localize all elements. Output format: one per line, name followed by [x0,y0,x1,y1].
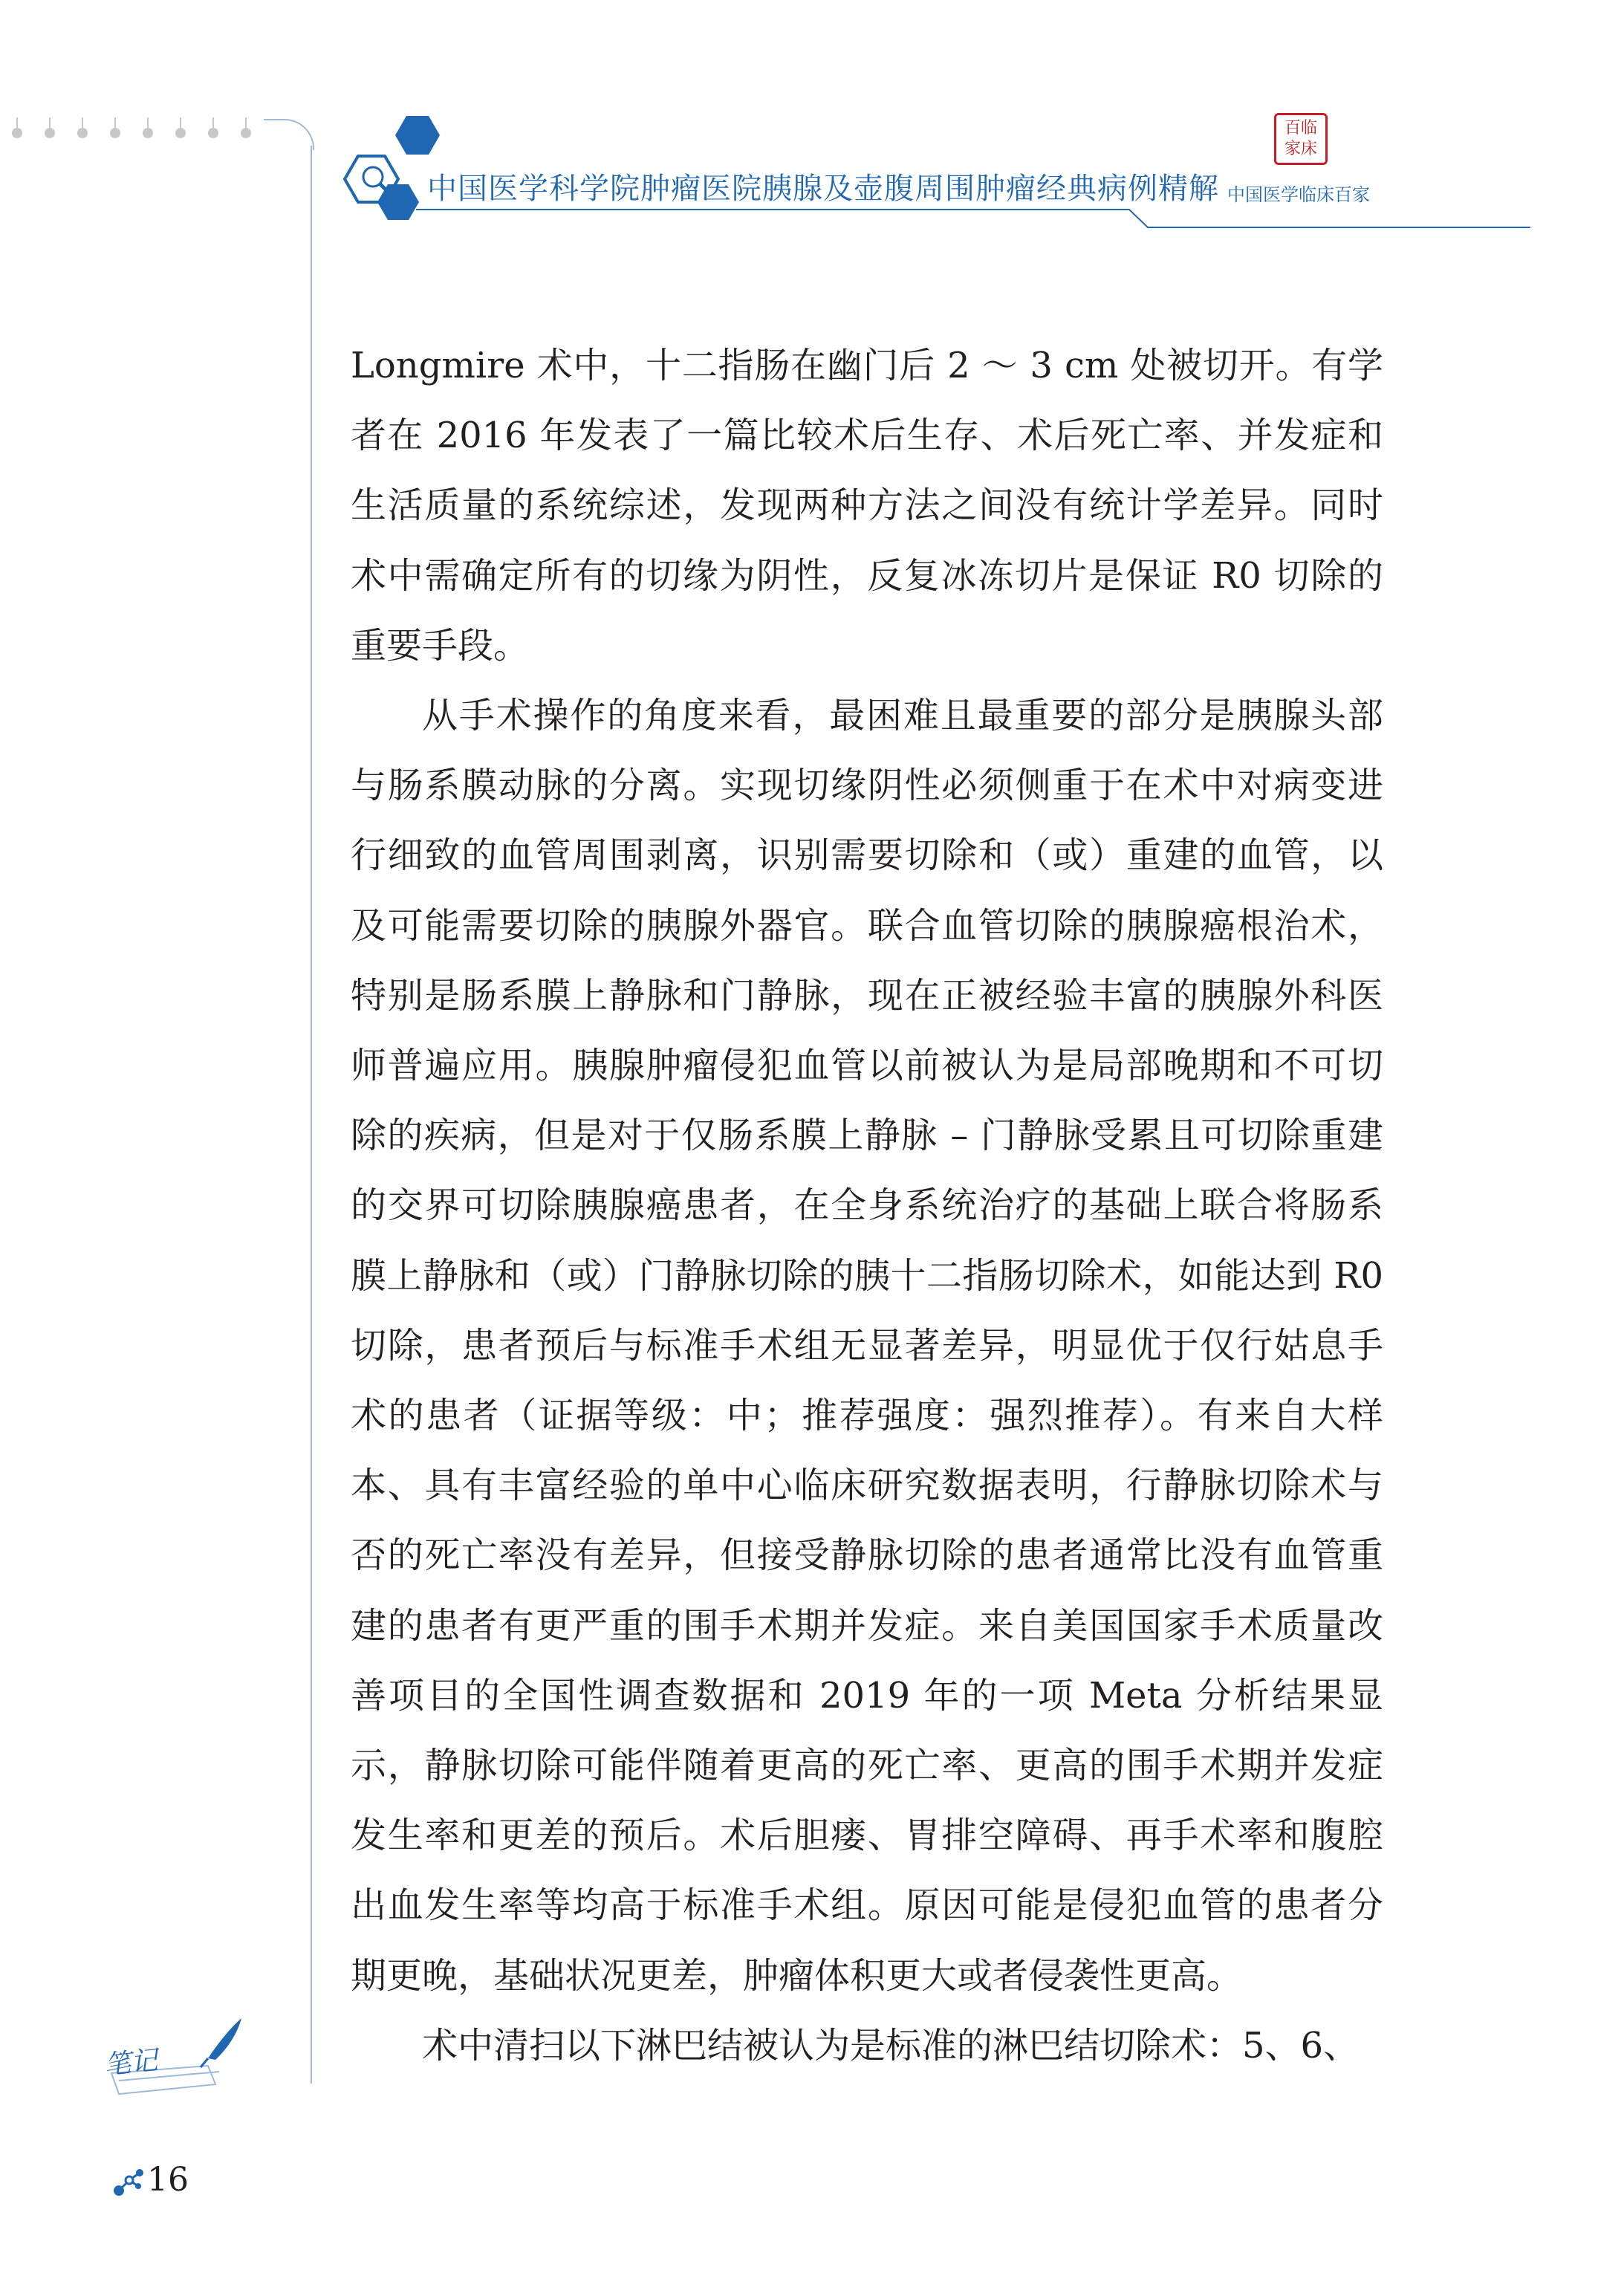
header-underline [416,207,1530,229]
notes-label: 笔记 [103,2045,160,2081]
series-seal [1274,113,1328,165]
margin-rule [311,146,312,2084]
book-title: 中国医学科学院肿瘤医院胰腺及壶腹周围肿瘤经典病例精解 [427,172,1219,206]
seal-text: 百临家床 [1284,119,1317,158]
paragraph: 从手术操作的角度来看，最困难且最重要的部分是胰腺头部与肠系膜动脉的分离。实现切缘阴性必须侧重于在术中对病变进行细致的血管周围剥离，识别需要切除和（或）重建的血管，以及可能需要切除的胰腺外器官。联合血管切除的胰腺癌根治术，特别是肠系膜上静脉和门静脉，现在正被经验丰富的胰腺外科医师普遍应用。胰腺肿瘤侵犯血管以前被认为是局部晚期和不可切除的疾病，但是对于仅肠系膜上静脉 – 门静脉受累且可切除重建的交界可切除胰腺癌患者，在全身系统治疗的基础上联合将肠系膜上静脉和（或）门静脉切除的胰十二指肠切除术，如能达到 R0切除，患者预后与标准手术组无显著差异，明显优于仅行姑息手术的患者（证据等级：中；推荐强度：强烈推荐）。有来自大样本、具有丰富经验的单中心临床研究数据表明，行静脉切除术与否的死亡率没有差异，但接受静脉切除的患者通常比没有血管重建的患者有更严重的围手术期并发症。来自美国国家手术质量改善项目的全国性调查数据和 2019 年的一项 Meta 分析结果显示，静脉切除可能伴随着更高的死亡率、更高的围手术期并发症发生率和更差的预后。术后胆瘘、胃排空障碍、再手术率和腹腔出血发生率等均高于标准手术组。原因可能是侵犯血管的患者分期更晚，基础状况更差，肿瘤体积更大或者侵袭性更高。 [351,695,1383,1997]
series-name: 中国医学临床百家 [1227,184,1370,205]
page-number: 16 [147,2161,189,2199]
binding-dots [0,119,267,141]
main-text [351,331,1383,2081]
paragraph: 术中清扫以下淋巴结被认为是标准的淋巴结切除术：5、6、 [422,2024,1360,2067]
molecule-icon [111,2164,147,2200]
paragraph: Longmire 术中，十二指肠在幽门后 2 ～ 3 cm 处被切开。有学者在 2016 年发表了一篇比较术后生存、术后死亡率、并发症和生活质量的系统综述，发现两种方法之间没有统计学差异。同时术中需确定所有的切缘为阴性，反复冰冻切片是保证 R0 切除的重要手段。 [351,345,1383,667]
margin-curve [264,119,314,150]
